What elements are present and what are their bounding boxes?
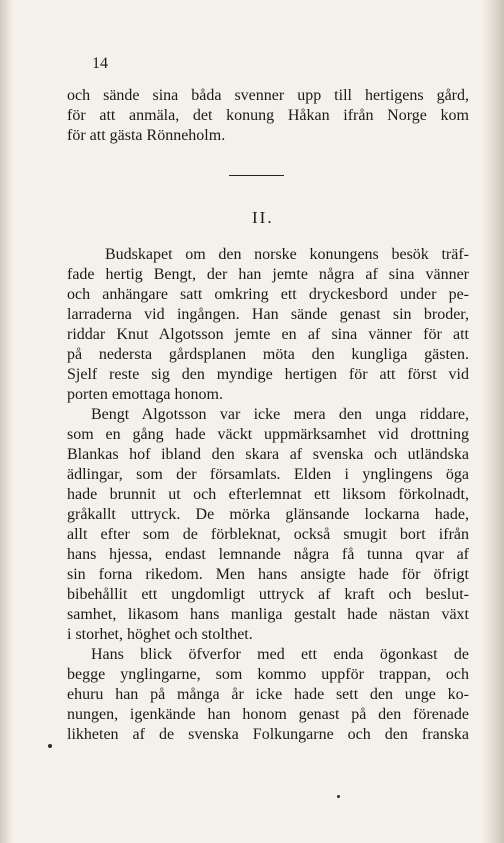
text-line: Hans blick öfverfor med ett enda ögonkast de xyxy=(91,646,469,663)
text-line: Budskapet om den norske konungens besök träf- xyxy=(105,246,469,263)
text-line: bibehållit ett ungdomligt uttryck af kraft och beslut- xyxy=(67,586,469,603)
text-line: gråkallt uttryck. De mörka glänsande lockarna hade, xyxy=(67,506,469,523)
text-line: för att gästa Rönneholm. xyxy=(67,127,226,144)
page-edge-left xyxy=(0,0,14,843)
text-line: likheten af de svenska Folkungarne och den franska xyxy=(67,726,469,743)
text-line: hans hjessa, endast lemnande några få tunna qvar af xyxy=(67,546,469,563)
section-divider xyxy=(229,175,284,176)
text-line: Blankas hof ibland den skara af svenska och utländska xyxy=(67,446,469,463)
text-line: hade brunnit ut och efterlemnat ett liksom förkolnadt, xyxy=(67,486,469,503)
text-line: på nedersta gårdsplanen möta den kungliga gästen. xyxy=(67,346,469,363)
text-line: Sjelf reste sig den myndige hertigen för att först vid xyxy=(67,366,469,383)
text-line: Bengt Algotsson var icke mera den unga riddare, xyxy=(91,406,469,423)
text-line: för att anmäla, det konung Håkan ifrån Norge kom xyxy=(67,107,469,124)
text-line: ehuru han på många år icke hade sett den unge ko- xyxy=(67,686,469,703)
chapter-heading: II. xyxy=(252,208,274,227)
ink-speck xyxy=(48,744,52,748)
text-line: fade hertig Bengt, der han jemte några af sina vänner xyxy=(67,266,469,283)
text-line: och sände sina båda svenner upp till hertigens gård, xyxy=(67,87,469,104)
text-line: nungen, igenkände han honom genast på den förenade xyxy=(67,706,469,723)
text-line: ädlingar, som der församlats. Elden i ynglingens öga xyxy=(67,466,469,483)
text-line: sin forna rikedom. Men hans ansigte hade för öfrigt xyxy=(67,566,469,583)
text-line: larraderna vid ingången. Han sände genast sin broder, xyxy=(67,306,469,323)
text-line: i storhet, höghet och stolthet. xyxy=(67,626,253,643)
text-line: som en gång hade väckt uppmärksamhet vid drottning xyxy=(67,426,469,443)
page-number: 14 xyxy=(92,55,108,72)
ink-speck xyxy=(337,795,340,798)
text-line: allt efter som de förbleknat, också smugit bort ifrån xyxy=(67,526,469,543)
page-edge-right xyxy=(482,0,504,843)
text-line: riddar Knut Algotsson jemte en af sina vänner för att xyxy=(67,326,469,343)
text-line: samhet, likasom hans manliga gestalt hade nästan växt xyxy=(67,606,469,623)
text-line: och anhängare satt omkring ett dryckesbord under pe- xyxy=(67,286,469,303)
text-line: porten emottaga honom. xyxy=(67,386,223,403)
text-line: begge ynglingarne, som kommo uppför trappan, och xyxy=(67,666,469,683)
